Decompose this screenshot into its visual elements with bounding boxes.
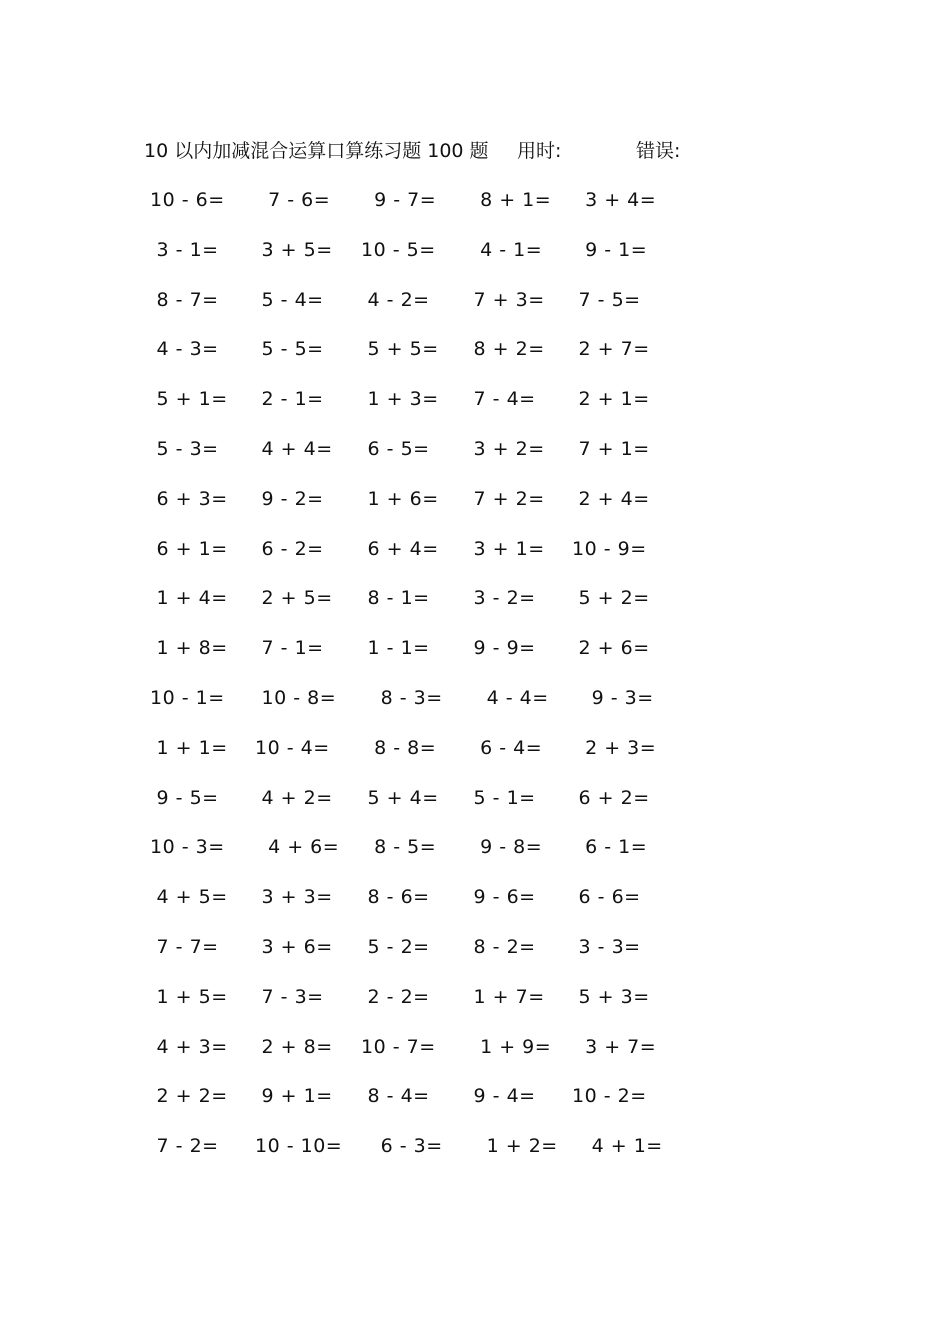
arithmetic-problem: 6 + 1= [150, 537, 228, 560]
arithmetic-problem: 4 - 3= [150, 338, 219, 361]
problem-row [148, 877, 668, 927]
problem-row [148, 628, 668, 678]
arithmetic-problem: 1 + 4= [150, 587, 228, 610]
arithmetic-problem: 3 + 1= [467, 537, 545, 560]
arithmetic-problem: 10 - 8= [255, 686, 337, 709]
arithmetic-problem: 4 + 5= [150, 886, 228, 909]
arithmetic-problem: 7 - 7= [150, 935, 219, 958]
problem-row [148, 1126, 668, 1176]
arithmetic-problem: 4 + 6= [255, 836, 340, 859]
arithmetic-problem: 2 + 8= [255, 1035, 333, 1058]
arithmetic-problem: 7 - 1= [255, 637, 324, 660]
arithmetic-problem: 7 - 4= [467, 388, 536, 411]
arithmetic-problem: 9 - 1= [572, 238, 648, 261]
arithmetic-problem: 4 + 1= [572, 1135, 663, 1158]
arithmetic-problem: 5 - 2= [361, 935, 430, 958]
arithmetic-problem: 10 - 3= [150, 836, 225, 859]
arithmetic-problem: 5 + 1= [150, 388, 228, 411]
problem-row [148, 479, 668, 529]
arithmetic-problem: 3 - 2= [467, 587, 536, 610]
arithmetic-problem: 6 - 4= [467, 736, 543, 759]
arithmetic-problem: 2 - 1= [255, 388, 324, 411]
arithmetic-problem: 10 - 5= [361, 238, 436, 261]
arithmetic-problem: 1 + 5= [150, 985, 228, 1008]
arithmetic-problem: 8 - 4= [361, 1085, 430, 1108]
arithmetic-problem: 9 - 3= [572, 686, 654, 709]
arithmetic-problem: 10 - 9= [572, 537, 647, 560]
arithmetic-problem: 7 - 6= [255, 189, 331, 211]
problem-row [148, 678, 668, 728]
arithmetic-problem: 5 - 3= [150, 437, 219, 460]
arithmetic-problem: 5 - 5= [255, 338, 324, 361]
arithmetic-problem: 7 - 5= [572, 288, 641, 311]
problem-row [148, 827, 668, 877]
arithmetic-problem: 5 - 1= [467, 786, 536, 809]
worksheet-header [144, 136, 744, 166]
problem-row [148, 180, 668, 230]
arithmetic-problem: 10 - 10= [255, 1135, 343, 1158]
error-count-label: 错误: [636, 140, 681, 162]
arithmetic-problem: 6 - 3= [361, 1135, 443, 1158]
arithmetic-problem: 7 + 3= [467, 288, 545, 311]
arithmetic-problem: 2 + 5= [255, 587, 333, 610]
arithmetic-problem: 6 - 2= [255, 537, 324, 560]
arithmetic-problem: 2 + 2= [150, 1085, 228, 1108]
problem-grid [148, 180, 668, 1176]
arithmetic-problem: 1 + 8= [150, 637, 228, 660]
arithmetic-problem: 7 - 2= [150, 1135, 219, 1158]
problem-row [148, 578, 668, 628]
arithmetic-problem: 8 + 2= [467, 338, 545, 361]
arithmetic-problem: 4 - 2= [361, 288, 430, 311]
arithmetic-problem: 3 - 1= [150, 238, 219, 261]
arithmetic-problem: 3 + 7= [572, 1035, 657, 1058]
arithmetic-problem: 2 - 2= [361, 985, 430, 1008]
arithmetic-problem: 6 + 3= [150, 487, 228, 510]
problem-row [148, 1027, 668, 1077]
arithmetic-problem: 4 + 4= [255, 437, 333, 460]
arithmetic-problem: 6 + 2= [572, 786, 650, 809]
arithmetic-problem: 5 + 4= [361, 786, 439, 809]
problem-row [148, 778, 668, 828]
arithmetic-problem: 2 + 1= [572, 388, 650, 411]
arithmetic-problem: 1 + 1= [150, 736, 228, 759]
arithmetic-problem: 1 + 9= [467, 1035, 552, 1058]
arithmetic-problem: 5 - 4= [255, 288, 324, 311]
arithmetic-problem: 8 + 1= [467, 189, 552, 211]
problem-row [148, 977, 668, 1027]
problem-row [148, 329, 668, 379]
arithmetic-problem: 4 + 3= [150, 1035, 228, 1058]
arithmetic-problem: 10 - 7= [361, 1035, 436, 1058]
arithmetic-problem: 4 - 4= [467, 686, 549, 709]
arithmetic-problem: 7 + 1= [572, 437, 650, 460]
arithmetic-problem: 3 + 4= [572, 189, 657, 211]
arithmetic-problem: 8 - 1= [361, 587, 430, 610]
arithmetic-problem: 10 - 1= [150, 686, 225, 709]
arithmetic-problem: 6 + 4= [361, 537, 439, 560]
arithmetic-problem: 2 + 7= [572, 338, 650, 361]
arithmetic-problem: 1 - 1= [361, 637, 430, 660]
problem-row [148, 529, 668, 579]
arithmetic-problem: 3 + 3= [255, 886, 333, 909]
arithmetic-problem: 2 + 4= [572, 487, 650, 510]
problem-row [148, 230, 668, 280]
arithmetic-problem: 10 - 4= [255, 736, 330, 759]
worksheet-title: 10 以内加减混合运算口算练习题 100 题 [144, 140, 489, 162]
arithmetic-problem: 9 - 7= [361, 189, 437, 211]
arithmetic-problem: 8 - 5= [361, 836, 437, 859]
problem-row [148, 280, 668, 330]
arithmetic-problem: 9 - 6= [467, 886, 536, 909]
arithmetic-problem: 1 + 2= [467, 1135, 558, 1158]
arithmetic-problem: 9 - 8= [467, 836, 543, 859]
arithmetic-problem: 1 + 6= [361, 487, 439, 510]
arithmetic-problem: 7 + 2= [467, 487, 545, 510]
arithmetic-problem: 5 + 3= [572, 985, 650, 1008]
arithmetic-problem: 6 - 6= [572, 886, 641, 909]
arithmetic-problem: 3 + 6= [255, 935, 333, 958]
arithmetic-problem: 1 + 7= [467, 985, 545, 1008]
arithmetic-problem: 9 - 2= [255, 487, 324, 510]
time-used-label: 用时: [517, 140, 562, 162]
arithmetic-problem: 6 - 1= [572, 836, 648, 859]
arithmetic-problem: 5 + 5= [361, 338, 439, 361]
arithmetic-problem: 8 - 8= [361, 736, 437, 759]
arithmetic-problem: 1 + 3= [361, 388, 439, 411]
arithmetic-problem: 8 - 6= [361, 886, 430, 909]
arithmetic-problem: 3 + 2= [467, 437, 545, 460]
arithmetic-problem: 7 - 3= [255, 985, 324, 1008]
arithmetic-problem: 6 - 5= [361, 437, 430, 460]
arithmetic-problem: 3 - 3= [572, 935, 641, 958]
arithmetic-problem: 8 - 2= [467, 935, 536, 958]
problem-row [148, 728, 668, 778]
problem-row [148, 1076, 668, 1126]
problem-row [148, 429, 668, 479]
arithmetic-problem: 10 - 6= [150, 189, 225, 211]
arithmetic-problem: 3 + 5= [255, 238, 333, 261]
arithmetic-problem: 2 + 3= [572, 736, 657, 759]
arithmetic-problem: 8 - 3= [361, 686, 443, 709]
arithmetic-problem: 9 - 4= [467, 1085, 536, 1108]
arithmetic-problem: 9 - 9= [467, 637, 536, 660]
arithmetic-problem: 10 - 2= [572, 1085, 647, 1108]
arithmetic-problem: 5 + 2= [572, 587, 650, 610]
problem-row [148, 379, 668, 429]
arithmetic-problem: 4 + 2= [255, 786, 333, 809]
problem-row [148, 927, 668, 977]
arithmetic-problem: 8 - 7= [150, 288, 219, 311]
arithmetic-problem: 4 - 1= [467, 238, 543, 261]
arithmetic-problem: 9 - 5= [150, 786, 219, 809]
arithmetic-problem: 2 + 6= [572, 637, 650, 660]
arithmetic-problem: 9 + 1= [255, 1085, 333, 1108]
